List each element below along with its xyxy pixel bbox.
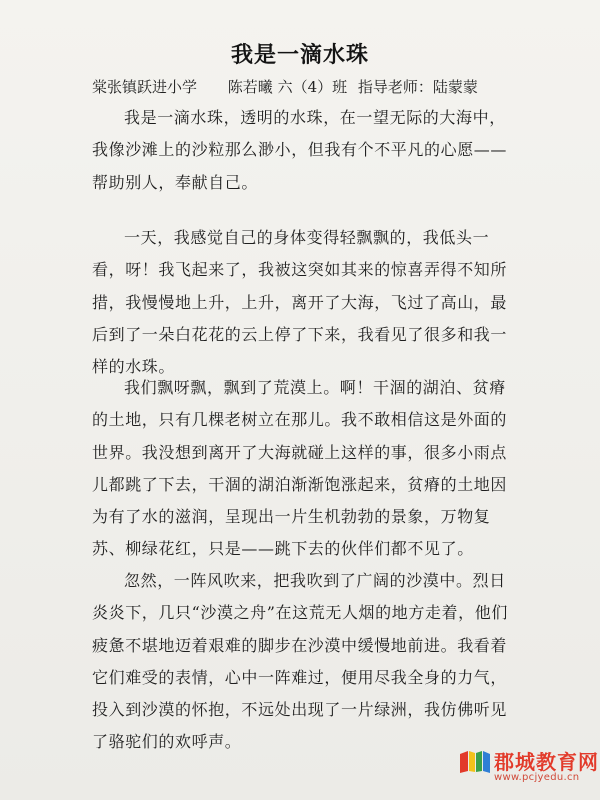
watermark-name: 郡城教育网 <box>494 750 599 774</box>
site-watermark <box>458 744 599 788</box>
byline-teacher: 指导老师：陆蒙蒙 <box>357 78 478 96</box>
book-logo-icon <box>458 748 492 774</box>
byline-school: 棠张镇跃进小学 <box>92 78 198 96</box>
paragraph-4: 忽然，一阵风吹来，把我吹到了广阔的沙漠中。烈日炎炎下，几只“沙漠之舟”在这荒无人烟的地方走着，他们疲惫不堪地迈着艰难的脚步在沙漠中缓慢地前进。我看着它们难受的表情，心中一阵难过，便用尽我全身的力气，投入到沙漠的怀抱，不远处出现了一片绿洲，我仿佛听见了骆驼们的欢呼声。 <box>92 571 508 752</box>
paragraph-2: 一天，我感觉自己的身体变得轻飘飘的，我低头一看，呀！我飞起来了，我被这突如其来的惊喜弄得不知所措，我慢慢地上升，上升，离开了大海，飞过了高山，最后到了一朵白花花的云上停了下来，我看见了很多和我一样的水珠。 <box>92 228 508 377</box>
byline <box>92 76 532 97</box>
paragraph-1: 我是一滴水珠，透明的水珠，在一望无际的大海中，我像沙滩上的沙粒那么渺小，但我有个不平凡的心愿——帮助别人，奉献自己。 <box>92 108 508 192</box>
document-title: 我是一滴水珠 <box>230 43 369 68</box>
watermark-url: www.pcjyedu.cn <box>494 772 580 783</box>
paragraph-3: 我们飘呀飘，飘到了荒漠上。啊！干涸的湖泊、贫瘠的土地，只有几棵老树立在那儿。我不敢相信这是外面的世界。我没想到离开了大海就碰上这样的事，很多小雨点儿都跳了下去，干涸的湖泊渐渐饱涨起来，贫瘠的土地因为有了水的滋润，呈现出一片生机勃勃的景象，万物复苏、柳绿花红，只是——跳下去的伙伴们都不见了。 <box>92 378 508 559</box>
byline-student: 陈若曦 六（4）班 <box>227 78 348 96</box>
